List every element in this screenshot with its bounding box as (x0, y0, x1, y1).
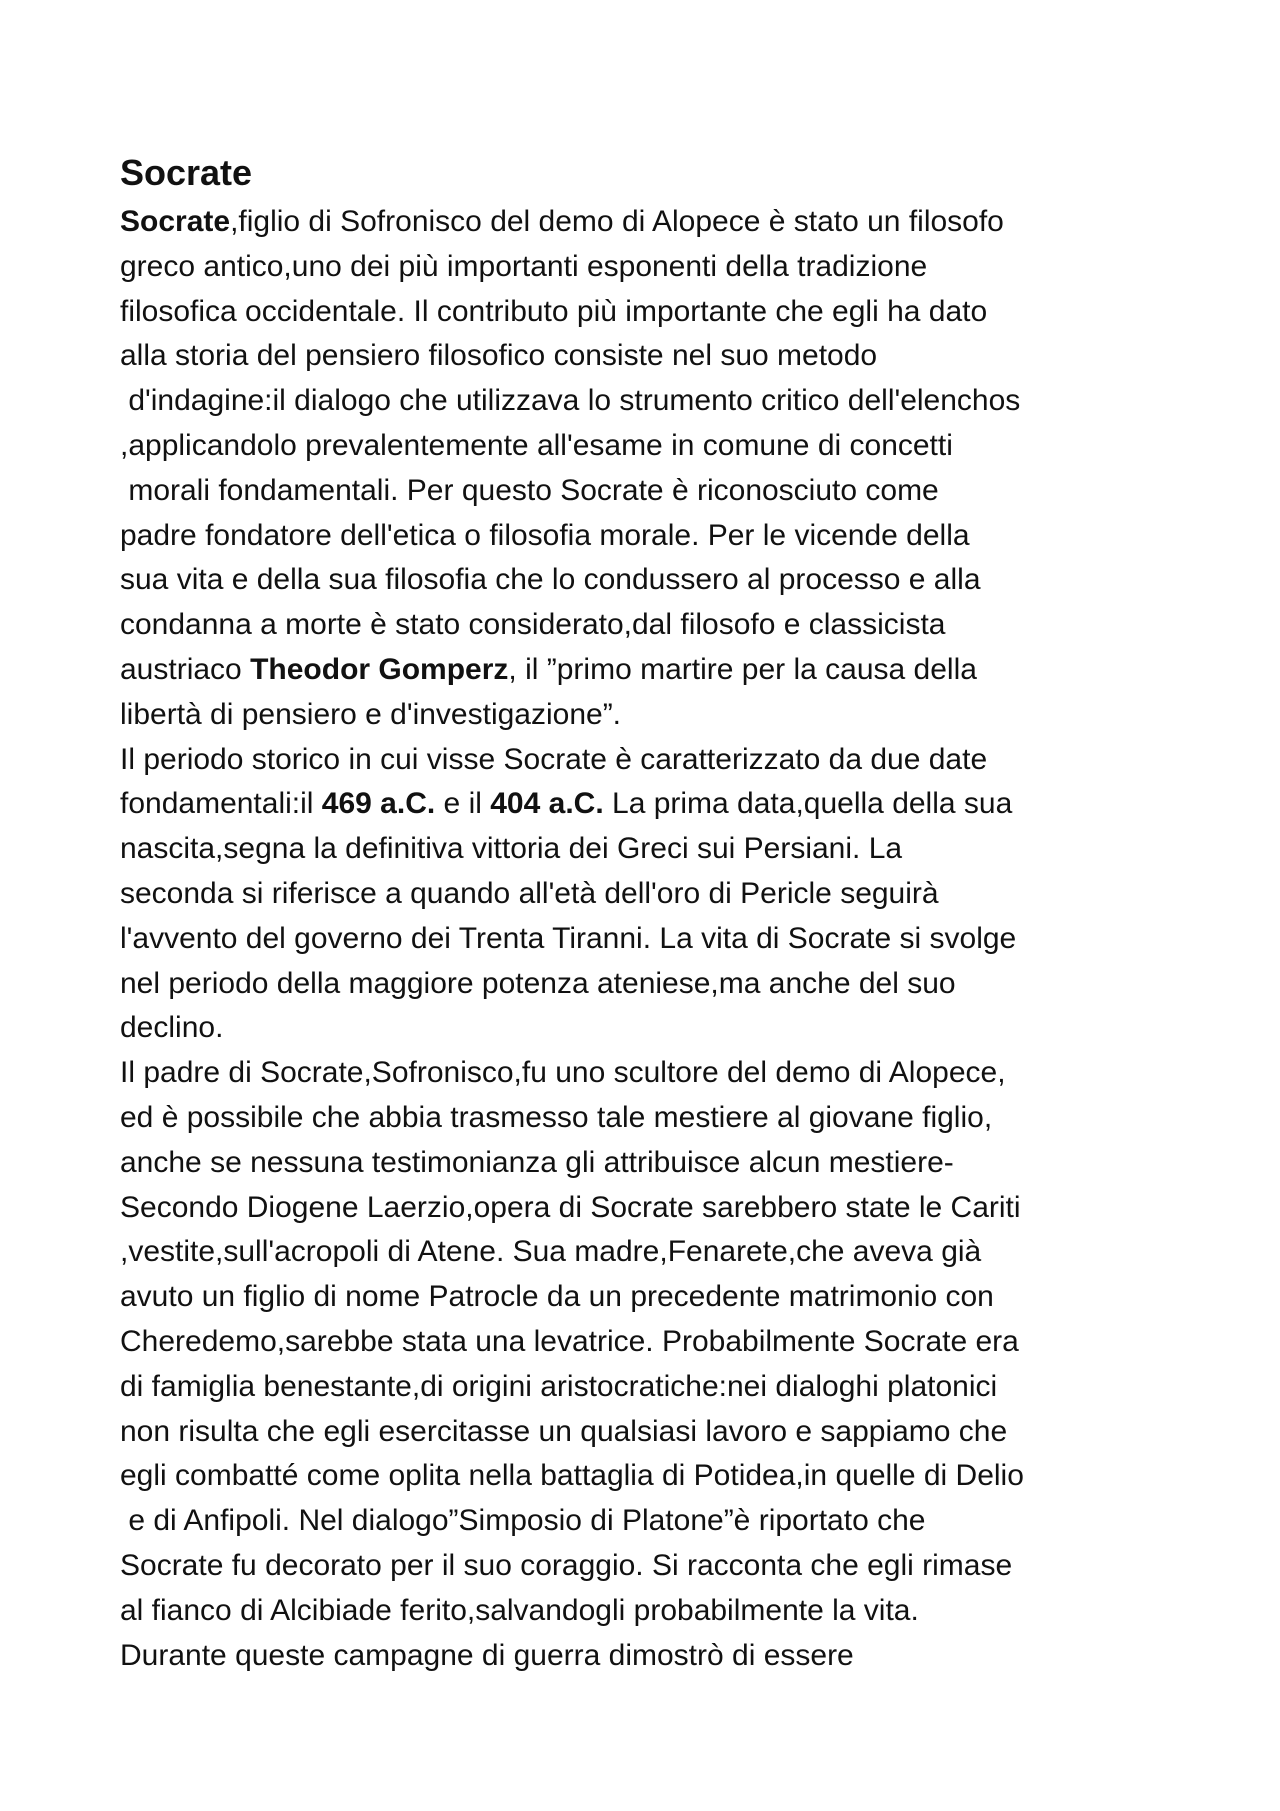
text-segment: ed è possibile che abbia trasmesso tale mestiere al giovane figlio, (120, 1100, 993, 1134)
text-line (120, 558, 1180, 603)
text-segment: l'avvento del governo dei Trenta Tiranni. La vita di Socrate si svolge (120, 921, 1017, 955)
text-segment: non risulta che egli esercitasse un qualsiasi lavoro e sappiamo che (120, 1414, 1008, 1448)
text-line (120, 1096, 1180, 1141)
text-line (120, 245, 1180, 290)
bold-text: 469 a.C. (321, 787, 436, 821)
text-segment: La prima data,quella della sua (603, 787, 1013, 821)
text-segment: filosofica occidentale. Il contributo più importante che egli ha dato (120, 294, 988, 328)
text-segment: d'indagine:il dialogo che utilizzava lo strumento critico dell'elenchos (120, 384, 1021, 418)
text-segment: anche se nessuna testimonianza gli attribuisce alcun mestiere- (120, 1145, 954, 1179)
text-line (120, 1186, 1180, 1231)
text-segment: Socrate fu decorato per il suo coraggio. Si racconta che egli rimase (120, 1548, 1013, 1582)
document-body (120, 146, 1180, 1678)
text-segment: Il periodo storico in cui visse Socrate è caratterizzato da due date (120, 742, 988, 776)
text-segment: fondamentali:il (120, 787, 322, 821)
text-line (120, 1320, 1180, 1365)
text-line (120, 1544, 1180, 1589)
text-line (120, 469, 1180, 514)
text-segment: Il padre di Socrate,Sofronisco,fu uno scultore del demo di Alopece, (120, 1056, 1006, 1090)
text-line (120, 514, 1180, 559)
text-line (120, 738, 1180, 783)
text-line (120, 872, 1180, 917)
text-segment: ,applicandolo prevalentemente all'esame in comune di concetti (120, 428, 953, 462)
text-segment: condanna a morte è stato considerato,dal filosofo e classicista (120, 608, 946, 642)
text-segment: ,vestite,sull'acropoli di Atene. Sua madre,Fenarete,che aveva già (120, 1235, 982, 1269)
text-segment: avuto un figlio di nome Patrocle da un precedente matrimonio con (120, 1280, 994, 1314)
text-line (120, 379, 1180, 424)
text-segment: greco antico,uno dei più importanti esponenti della tradizione (120, 249, 928, 283)
text-line (120, 782, 1180, 827)
text-line (120, 1589, 1180, 1634)
text-line (120, 290, 1180, 335)
text-line (120, 648, 1180, 693)
text-line (120, 424, 1180, 469)
text-segment: morali fondamentali. Per questo Socrate è riconosciuto come (120, 473, 939, 507)
text-line (120, 603, 1180, 648)
text-line (120, 1634, 1180, 1679)
text-segment: austriaco (120, 652, 251, 686)
text-segment: padre fondatore dell'etica o filosofia morale. Per le vicende della (120, 518, 970, 552)
text-line (120, 200, 1180, 245)
bold-text: Theodor Gomperz (250, 652, 509, 686)
text-segment: e di Anfipoli. Nel dialogo”Simposio di Platone”è riportato che (120, 1504, 926, 1538)
text-segment: sua vita e della sua filosofia che lo condussero al processo e alla (120, 563, 981, 597)
text-segment: Cheredemo,sarebbe stata una levatrice. Probabilmente Socrate era (120, 1324, 1019, 1358)
text-segment: nel periodo della maggiore potenza ateniese,ma anche del suo (120, 966, 956, 1000)
text-segment: alla storia del pensiero filosofico consiste nel suo metodo (120, 339, 878, 373)
text-line (120, 962, 1180, 1007)
text-segment: egli combatté come oplita nella battaglia di Potidea,in quelle di Delio (120, 1459, 1024, 1493)
text-line (120, 1275, 1180, 1320)
text-line (120, 1454, 1180, 1499)
text-segment: e il (435, 787, 491, 821)
document-title: Socrate (120, 152, 253, 193)
text-segment: declino. (120, 1011, 224, 1045)
text-segment: nascita,segna la definitiva vittoria dei Greci sui Persiani. La (120, 832, 903, 866)
text-segment: al fianco di Alcibiade ferito,salvandogli probabilmente la vita. (120, 1593, 919, 1627)
text-segment: di famiglia benestante,di origini aristocratiche:nei dialoghi platonici (120, 1369, 998, 1403)
text-line (120, 334, 1180, 379)
text-line (120, 1365, 1180, 1410)
text-segment: Secondo Diogene Laerzio,opera di Socrate sarebbero state le Cariti (120, 1190, 1021, 1224)
text-line (120, 1410, 1180, 1455)
text-line (120, 1006, 1180, 1051)
text-segment: seconda si riferisce a quando all'età dell'oro di Pericle seguirà (120, 876, 939, 910)
text-line (120, 1051, 1180, 1096)
text-segment: Durante queste campagne di guerra dimostrò di essere (120, 1638, 854, 1672)
text-segment: ,figlio di Sofronisco del demo di Alopece è stato un filosofo (230, 205, 1004, 238)
text-line (120, 1141, 1180, 1186)
text-line (120, 693, 1180, 738)
text-segment: libertà di pensiero e d'investigazione”. (120, 697, 622, 731)
text-line (120, 1230, 1180, 1275)
text-line (120, 827, 1180, 872)
document-text (120, 200, 1180, 1678)
text-line (120, 1499, 1180, 1544)
text-segment: , il ”primo martire per la causa della (508, 652, 977, 686)
text-line (120, 917, 1180, 962)
bold-text: 404 a.C. (490, 787, 604, 821)
bold-text: Socrate (120, 205, 231, 238)
